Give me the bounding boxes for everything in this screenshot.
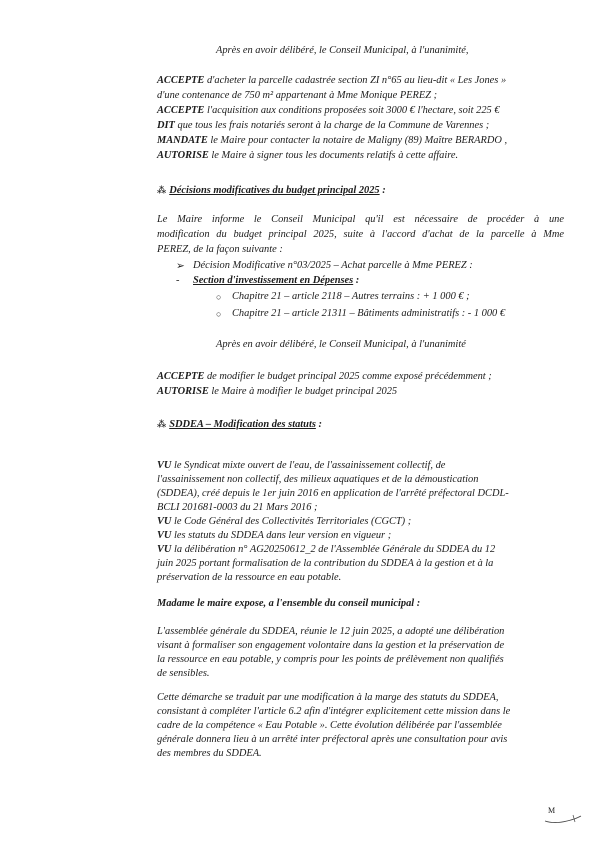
decision-autorise bbox=[157, 150, 458, 162]
vu-line-cont: préservation de la ressource en eau potable. bbox=[157, 572, 342, 583]
vu-line-cont: (SDDEA), créé depuis le 1er juin 2016 en application de l'arrêté préfectoral DCDL- bbox=[157, 488, 509, 499]
keyword-accepte: ACCEPTE bbox=[157, 371, 205, 382]
decision-text: que tous les frais notariés seront à la charge de la Commune de Varennes ; bbox=[174, 120, 490, 131]
sddea-paragraph-line: générale donnera lieu à un arrêté inter préfectoral après une consultation pour avis bbox=[157, 734, 508, 745]
keyword-vu: VU bbox=[157, 544, 172, 555]
vu-line bbox=[157, 544, 495, 556]
keyword-autorise: AUTORISE bbox=[157, 386, 209, 397]
section-bullet-icon: ⁂ bbox=[157, 185, 167, 195]
section-title: SDDEA – Modification des statuts bbox=[169, 419, 316, 430]
budget-paragraph-line: modification du budget principal 2025, suite à l'accord d'achat de la parcelle à Mme bbox=[157, 229, 564, 240]
arrow-bullet-icon: ➢ bbox=[176, 261, 185, 272]
deliberation-intro: Après en avoir délibéré, le Conseil Municipal, à l'unanimité bbox=[216, 339, 466, 350]
dash-bullet-icon: - bbox=[176, 275, 180, 286]
vu-text: le Syndicat mixte ouvert de l'eau, de l'assainissement collectif, de bbox=[171, 460, 446, 471]
decision-accepte-purchase-cont: d'une contenance de 750 m² appartenant à Mme Monique PEREZ ; bbox=[157, 90, 438, 101]
vu-line bbox=[157, 460, 445, 472]
decision-accepte-budget bbox=[157, 371, 492, 383]
keyword-accepte: ACCEPTE bbox=[157, 105, 205, 116]
sddea-paragraph-line: de sensibles. bbox=[157, 668, 210, 679]
sddea-paragraph-line: consistant à compléter l'article 6.2 afin d'intégrer explicitement cette mission dans le bbox=[157, 706, 511, 717]
keyword-accepte: ACCEPTE bbox=[157, 75, 205, 86]
decision-text: de modifier le budget principal 2025 comme exposé précédemment ; bbox=[204, 371, 492, 382]
deliberation-intro: Après en avoir délibéré, le Conseil Municipal, à l'unanimité, bbox=[216, 45, 469, 56]
section-title-suffix: : bbox=[379, 185, 386, 196]
keyword-vu: VU bbox=[157, 460, 172, 471]
decision-accepte-conditions bbox=[157, 105, 500, 117]
invest-heading-text: Section d'investissement en Dépenses bbox=[193, 275, 354, 286]
sddea-paragraph-line: des membres du SDDEA. bbox=[157, 748, 262, 759]
decision-dit bbox=[157, 120, 489, 132]
sddea-paragraph-line: L'assemblée générale du SDDEA, réunie le 12 juin 2025, a adopté une délibération bbox=[157, 626, 505, 637]
expose-heading: Madame le maire expose, a l'ensemble du conseil municipal : bbox=[157, 598, 421, 609]
initials-signature-icon bbox=[543, 812, 583, 826]
budget-paragraph-line: PEREZ, de la façon suivante : bbox=[157, 244, 283, 255]
footer-initials: M bbox=[548, 806, 556, 815]
chapter-line: Chapitre 21 – article 2118 – Autres terrains : + 1 000 € ; bbox=[232, 291, 470, 302]
keyword-mandate: MANDATE bbox=[157, 135, 208, 146]
vu-line bbox=[157, 530, 391, 542]
decision-text: le Maire à modifier le budget principal 2025 bbox=[208, 386, 398, 397]
vu-line-cont: l'assainissement non collectif, des milieux aquatiques et de la démoustication bbox=[157, 474, 479, 485]
section-bullet-icon: ⁂ bbox=[157, 419, 167, 429]
decision-autorise-budget bbox=[157, 386, 397, 398]
vu-text: les statuts du SDDEA dans leur version en vigueur ; bbox=[171, 530, 392, 541]
keyword-vu: VU bbox=[157, 516, 172, 527]
dm-line: Décision Modificative n°03/2025 – Achat parcelle à Mme PEREZ : bbox=[193, 260, 473, 271]
section-heading-budget bbox=[157, 184, 386, 197]
section-heading-sddea bbox=[157, 418, 322, 431]
decision-accepte-purchase bbox=[157, 75, 506, 87]
decision-mandate bbox=[157, 135, 507, 147]
decision-text: le Maire à signer tous les documents relatifs à cette affaire. bbox=[208, 150, 459, 161]
vu-line-cont: juin 2025 portant formalisation de la contribution du SDDEA à la gestion et à la bbox=[157, 558, 494, 569]
sddea-paragraph-line: visant à formaliser son engagement volontaire dans la gestion et la préservation de bbox=[157, 640, 505, 651]
chapter-line: Chapitre 21 – article 21311 – Bâtiments administratifs : - 1 000 € bbox=[232, 308, 506, 319]
invest-heading bbox=[193, 275, 359, 287]
circle-bullet-icon: ○ bbox=[216, 309, 222, 319]
vu-line-cont: BCLI 201681-0003 du 21 Mars 2016 ; bbox=[157, 502, 318, 513]
vu-text: le Code Général des Collectivités Territoriales (CGCT) ; bbox=[171, 516, 412, 527]
sddea-paragraph-line: la ressource en eau potable, y compris pour les points de prélèvement non qualifiés bbox=[157, 654, 504, 665]
section-title-suffix: : bbox=[315, 419, 322, 430]
budget-paragraph-line: Le Maire informe le Conseil Municipal qu'il est nécessaire de procéder à une bbox=[157, 214, 564, 225]
keyword-autorise: AUTORISE bbox=[157, 150, 209, 161]
sddea-paragraph-line: cadre de la compétence « Eau Potable ». Cette évolution délibérée par l'assemblée bbox=[157, 720, 502, 731]
vu-line bbox=[157, 516, 411, 528]
vu-text: la délibération n° AG20250612_2 de l'Assemblée Générale du SDDEA du 12 bbox=[171, 544, 496, 555]
decision-text: l'acquisition aux conditions proposées soit 3000 € l'hectare, soit 225 € bbox=[204, 105, 500, 116]
circle-bullet-icon: ○ bbox=[216, 292, 222, 302]
sddea-paragraph-line: Cette démarche se traduit par une modification à la marge des statuts du SDDEA, bbox=[157, 692, 499, 703]
section-title: Décisions modificatives du budget principal 2025 bbox=[169, 185, 380, 196]
invest-heading-suffix: : bbox=[353, 275, 360, 286]
keyword-vu: VU bbox=[157, 530, 172, 541]
decision-text: d'acheter la parcelle cadastrée section ZI n°65 au lieu-dit « Les Jones » bbox=[204, 75, 507, 86]
decision-text: le Maire pour contacter la notaire de Maligny (89) Maître BERARDO , bbox=[207, 135, 508, 146]
keyword-dit: DIT bbox=[157, 120, 175, 131]
